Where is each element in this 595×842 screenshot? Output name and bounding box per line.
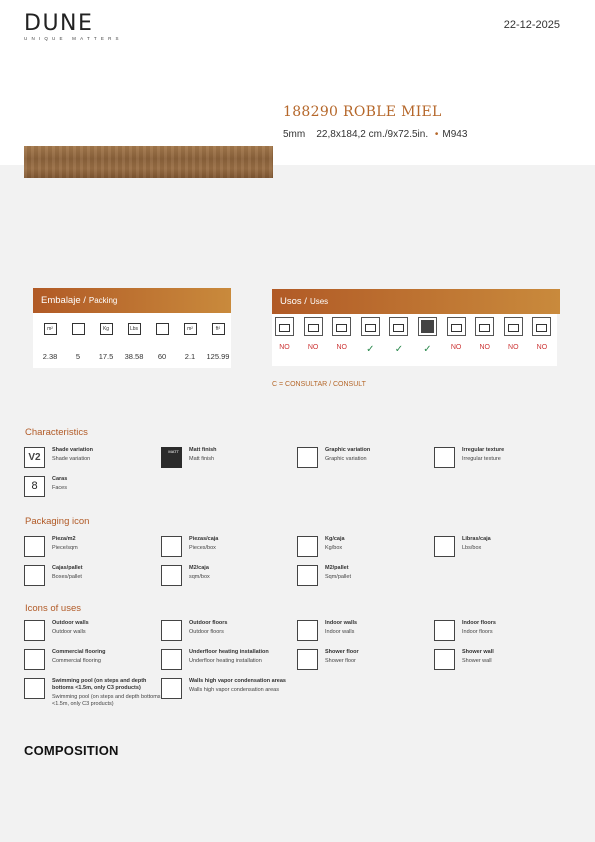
legend-item	[434, 447, 569, 471]
legend-translation: Faces	[52, 485, 67, 491]
outdoor-walls-icon	[24, 620, 45, 641]
legend-translation: Walls high vapor condensation areas	[189, 687, 279, 693]
legend-item	[161, 565, 296, 589]
legend-label: Pieza/m2	[52, 536, 76, 542]
legend-item	[434, 536, 569, 560]
legend-label: Swimming pool (on steps and depth bottoms <1.5m, only C3 products)	[52, 678, 147, 691]
legend-translation: Piece/sqm	[52, 545, 78, 551]
legend-item	[24, 620, 159, 644]
legend-label: Graphic variation	[325, 447, 371, 453]
packing-value: 125.99	[206, 352, 230, 361]
indoor-walls-icon	[332, 317, 351, 336]
shower-floor-icon	[297, 649, 318, 670]
uses-value: NO	[450, 344, 462, 351]
legend-translation: Sqm/pallet	[325, 574, 351, 580]
swimming-pool-icon	[24, 678, 45, 699]
legend-label: Caras	[52, 476, 68, 482]
legend-label: Shade variation	[52, 447, 93, 453]
legend-translation: Matt finish	[189, 456, 215, 462]
legend-translation: Pieces/box	[189, 545, 216, 551]
shower-wall-icon	[475, 317, 494, 336]
legend-translation: Kg/box	[325, 545, 343, 551]
legend-translation: Indoor floors	[462, 629, 493, 635]
legend-translation: Shower wall	[462, 658, 492, 664]
matt-label: MATT	[168, 449, 179, 454]
legend-item	[434, 649, 569, 673]
uses-value: NO	[336, 344, 347, 351]
uses-value: ✓	[423, 344, 432, 355]
uses-title: Usos /	[280, 296, 307, 307]
legend-translation: Indoor walls	[325, 629, 355, 635]
legend-item	[161, 536, 296, 560]
legend-translation: Irregular texture	[462, 456, 501, 462]
packing-value: 5	[75, 352, 81, 361]
irregular-texture-icon	[434, 447, 455, 468]
uses-cell	[531, 317, 552, 351]
legend-translation: Lbs/box	[462, 545, 482, 551]
uses-cell	[417, 317, 438, 355]
uses-header	[272, 289, 560, 314]
packing-title-en: Packing	[88, 296, 118, 305]
uses-cell	[303, 317, 324, 351]
legend-translation: Outdoor floors	[189, 629, 224, 635]
legend-item	[297, 447, 432, 471]
packing-value: 38.58	[124, 352, 144, 361]
condensation-areas-icon	[532, 317, 551, 336]
graphic-variation-icon	[297, 447, 318, 468]
product-size: 22,8x184,2 cm./9x72.5in.	[316, 129, 429, 140]
uses-value: NO	[479, 344, 490, 351]
legend-label: Shower wall	[462, 649, 494, 655]
libras-caja-icon	[434, 536, 455, 557]
piezas-caja-icon	[161, 536, 182, 557]
legend-item	[24, 649, 159, 673]
legend-item	[24, 447, 159, 471]
m2-caja-icon	[161, 565, 182, 586]
m2-box-icon: m²	[44, 323, 57, 335]
packaging-icon-title: Packaging icon	[25, 516, 90, 527]
legend-item	[161, 649, 296, 673]
sqm-pallet-icon: ft²	[212, 323, 225, 335]
logo-wordmark: DUNE	[24, 11, 94, 36]
outdoor-floors-icon	[161, 620, 182, 641]
legend-label: M2/pallet	[325, 565, 349, 571]
legend-item	[24, 476, 159, 500]
legend-translation: Graphic variation	[325, 456, 367, 462]
indoor-walls-icon	[297, 620, 318, 641]
legend-translation: Boxes/pallet	[52, 574, 82, 580]
legend-label: M2/caja	[189, 565, 209, 571]
uses-cell	[331, 317, 352, 351]
product-title: 188290 ROBLE MIEL	[283, 104, 442, 120]
uses-value: NO	[279, 344, 290, 351]
commercial-flooring-icon	[24, 649, 45, 670]
packing-cell	[120, 323, 148, 361]
indoor-floors-icon	[434, 620, 455, 641]
lbs-box-icon: Lbs	[128, 323, 141, 335]
packing-value: 2.38	[42, 352, 58, 361]
uses-cell	[446, 317, 467, 351]
underfloor-heating-icon	[418, 317, 437, 336]
legend-translation: Outdoor walls	[52, 629, 86, 635]
uses-value: ✓	[366, 344, 375, 355]
packing-header	[33, 288, 231, 313]
outdoor-walls-icon	[275, 317, 294, 336]
boxes-pallet-icon	[156, 323, 169, 335]
shower-wall-icon	[434, 649, 455, 670]
underfloor-heating-icon	[161, 649, 182, 670]
legend-label: Shower floor	[325, 649, 359, 655]
packing-cell	[204, 323, 232, 361]
packing-cell	[92, 323, 120, 361]
product-thickness: 5mm	[283, 129, 306, 140]
packing-cell	[64, 323, 92, 361]
packing-cell	[148, 323, 176, 361]
legend-item	[161, 620, 296, 644]
legend-item	[297, 565, 432, 589]
uses-value: NO	[536, 344, 548, 351]
faces-icon: 8	[24, 476, 45, 497]
legend-label: Commercial flooring	[52, 649, 106, 655]
legend-label: Libras/caja	[462, 536, 491, 542]
composition-title: COMPOSITION	[24, 743, 119, 758]
uses-cell	[388, 317, 409, 355]
legend-label: Indoor walls	[325, 620, 358, 626]
uses-cell	[360, 317, 381, 355]
legend-translation: Commercial flooring	[52, 658, 101, 664]
legend-label: Walls high vapor condensation areas	[189, 678, 286, 684]
legend-item	[434, 620, 569, 644]
product-code: M943	[442, 129, 468, 140]
legend-item	[297, 649, 432, 673]
packing-cell	[36, 323, 64, 361]
m2-pallet-icon	[297, 565, 318, 586]
m2-pallet-icon: m²	[184, 323, 197, 335]
characteristics-title: Characteristics	[25, 427, 88, 438]
legend-label: Cajas/pallet	[52, 565, 83, 571]
legend-item	[297, 536, 432, 560]
legend-label: Piezas/caja	[189, 536, 219, 542]
kg-caja-icon	[297, 536, 318, 557]
legend-label: Outdoor floors	[189, 620, 228, 626]
packing-value: 60	[157, 352, 167, 361]
consult-note: C = CONSULTAR / CONSULT	[272, 381, 366, 388]
legend-label: Indoor floors	[462, 620, 496, 626]
indoor-floors-icon	[361, 317, 380, 336]
uses-cell	[503, 317, 524, 351]
kg-box-icon: Kg	[100, 323, 113, 335]
legend-label: Underfloor heating installation	[189, 649, 269, 655]
legend-translation: sqm/box	[189, 574, 210, 580]
packing-title: Embalaje /	[41, 295, 86, 306]
shower-floor-icon	[447, 317, 466, 336]
uses-cell	[274, 317, 295, 351]
shade-variation-icon: V2	[24, 447, 45, 468]
legend-item	[24, 565, 159, 589]
uses-value: NO	[508, 344, 519, 351]
legend-translation: Underfloor heating installation	[189, 658, 262, 664]
legend-label: Outdoor walls	[52, 620, 89, 626]
icons-of-uses-title: Icons of uses	[25, 603, 81, 614]
uses-value: ✓	[394, 344, 404, 355]
dune-logo	[24, 13, 123, 41]
legend-translation: Shade variation	[52, 456, 91, 462]
packing-cell	[176, 323, 204, 361]
legend-item	[161, 678, 296, 702]
cajas-pallet-icon	[24, 565, 45, 586]
uses-value: NO	[307, 344, 319, 351]
pieces-box-icon	[72, 323, 85, 335]
uses-cell	[474, 317, 495, 351]
legend-item	[24, 536, 159, 560]
outdoor-floors-icon	[304, 317, 323, 336]
logo-tagline: UNIQUE MATTERS	[24, 36, 123, 41]
product-swatch-image	[24, 146, 273, 178]
product-specs	[283, 129, 467, 140]
legend-label: Matt finish	[189, 447, 217, 453]
packing-table	[33, 313, 231, 368]
legend-translation: Swimming pool (on steps and depth bottoms <1.5m, only C3 products)	[52, 694, 161, 707]
uses-table	[272, 314, 557, 366]
legend-item	[161, 447, 296, 471]
legend-item	[297, 620, 432, 644]
separator-dot: •	[434, 129, 439, 140]
condensation-areas-icon	[161, 678, 182, 699]
legend-label: Irregular texture	[462, 447, 505, 453]
uses-title-en: Uses	[309, 297, 329, 306]
packing-value: 17.5	[98, 352, 114, 361]
document-date: 22-12-2025	[503, 19, 560, 31]
legend-translation: Shower floor	[325, 658, 356, 664]
legend-item	[24, 678, 161, 707]
packing-value: 2.1	[184, 352, 196, 361]
commercial-flooring-icon	[389, 317, 408, 336]
legend-label: Kg/caja	[325, 536, 345, 542]
swimming-pool-icon	[504, 317, 523, 336]
pieza-m2-icon	[24, 536, 45, 557]
matt-finish-icon	[161, 447, 182, 468]
